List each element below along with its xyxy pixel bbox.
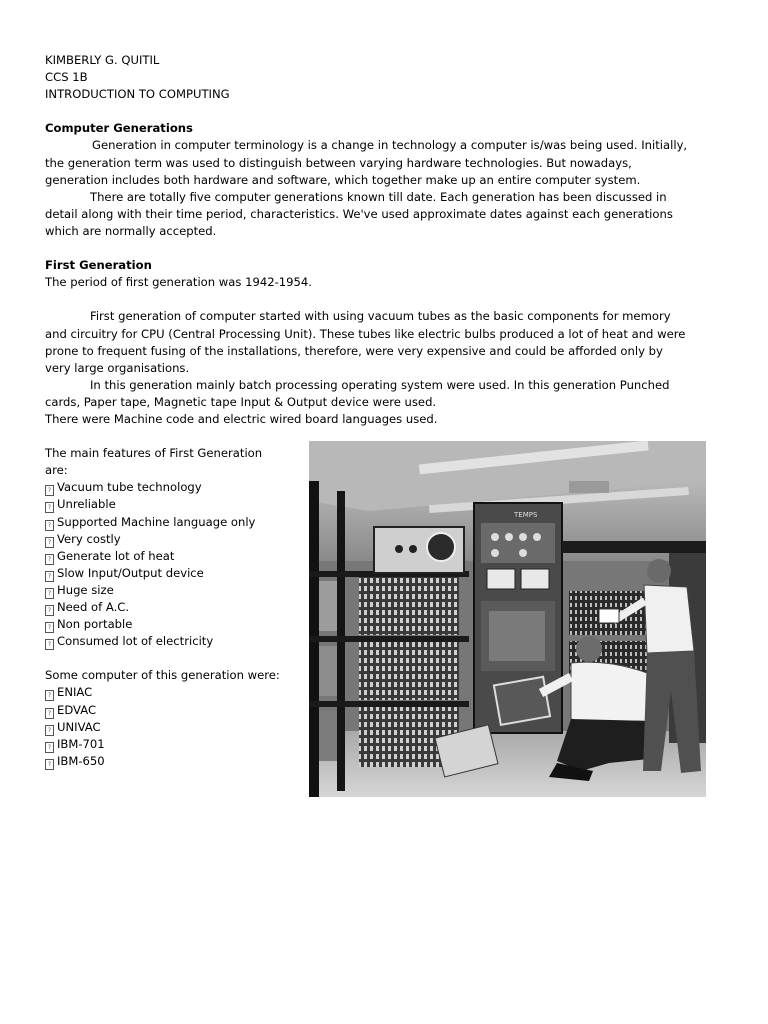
bullet-glyph: ? [45,571,54,582]
bullet-glyph: ? [45,605,54,616]
example-item-text: EDVAC [57,702,97,717]
feature-item [45,582,305,599]
bullet-glyph: ? [45,502,54,513]
author-name: KIMBERLY G. QUITIL [45,53,160,67]
subject-title: INTRODUCTION TO COMPUTING [45,87,230,102]
paragraph-line: very large organisations. [45,360,190,375]
feature-item [45,599,305,616]
paragraph-line: detail along with their time period, characteristics. We've used approximate dates against each generations [45,206,673,221]
bullet-glyph: ? [45,639,54,650]
course-code: CCS 1B [45,70,88,85]
feature-item-text: Vacuum tube technology [57,480,202,495]
feature-item-text: Need of A.C. [57,600,130,614]
feature-item [45,496,305,513]
example-item-text: IBM-701 [57,736,105,751]
feature-item-text: Unreliable [57,497,116,512]
section-heading-computer-generations: Computer Generations [45,121,193,136]
paragraph-line: In this generation mainly batch processing operating system were used. In this generation Punched [90,377,670,392]
bullet-glyph: ? [45,520,54,531]
paragraph-line: the generation term was used to distinguish between varying hardware technologies. But nowadays, [45,155,632,170]
paragraph-line: cards, Paper tape, Magnetic tape Input & Output device were used. [45,394,437,409]
feature-item [45,514,305,531]
period-text: The period of first generation was 1942-1954. [45,275,312,290]
bullet-glyph: ? [45,725,54,736]
example-item [45,684,305,701]
paragraph-line: which are normally accepted. [45,223,217,238]
feature-item-text: Slow Input/Output device [57,565,204,580]
paragraph-line: prone to frequent fusing of the installations, therefore, were very expensive and could be afforded only by [45,343,663,358]
example-item [45,719,305,736]
bullet-glyph: ? [45,588,54,599]
bullet-glyph: ? [45,708,54,719]
features-intro: The main features of First Generation [45,446,263,461]
feature-item [45,616,305,633]
example-item [45,753,305,770]
feature-item-text: Non portable [57,617,133,632]
example-item [45,736,305,753]
features-intro: are: [45,463,68,478]
feature-item [45,531,305,548]
feature-item [45,565,305,582]
bullet-glyph: ? [45,759,54,770]
section-heading-first-generation: First Generation [45,258,152,273]
feature-item-text: Consumed lot of electricity [57,634,214,649]
vacuum-tube-computer-photo [309,441,706,797]
paragraph-line: First generation of computer started with using vacuum tubes as the basic components for memory [90,309,671,324]
feature-item-text: Generate lot of heat [57,548,175,563]
feature-item-text: Huge size [57,582,114,597]
paragraph-line: and circuitry for CPU (Central Processing Unit). These tubes like electric bulbs produced a lot of heat and were [45,326,686,341]
document-page [45,52,735,805]
feature-item [45,633,305,650]
example-item-text: IBM-650 [57,753,105,768]
feature-item [45,479,305,496]
panel-label: TEMPS [514,511,538,520]
example-item-text: ENIAC [57,685,93,700]
bullet-glyph: ? [45,690,54,701]
feature-item-text: Very costly [57,531,121,546]
feature-item [45,548,305,565]
features-list [45,445,305,770]
bullet-glyph: ? [45,622,54,633]
paragraph-line: generation includes both hardware and software, which together make up an entire computer system. [45,172,641,187]
paragraph-line: Generation in computer terminology is a change in technology a computer is/was being used. Initially, [92,138,688,153]
paragraph-line: There are totally five computer generations known till date. Each generation has been discussed in [90,189,667,204]
bullet-glyph: ? [45,537,54,548]
bullet-glyph: ? [45,485,54,496]
example-item [45,702,305,719]
examples-intro: Some computer of this generation were: [45,668,280,683]
bullet-glyph: ? [45,742,54,753]
feature-item-text: Supported Machine language only [57,514,256,529]
bullet-glyph: ? [45,554,54,565]
features-and-photo [45,445,735,805]
paragraph-line: There were Machine code and electric wired board languages used. [45,411,438,426]
example-item-text: UNIVAC [57,719,101,734]
